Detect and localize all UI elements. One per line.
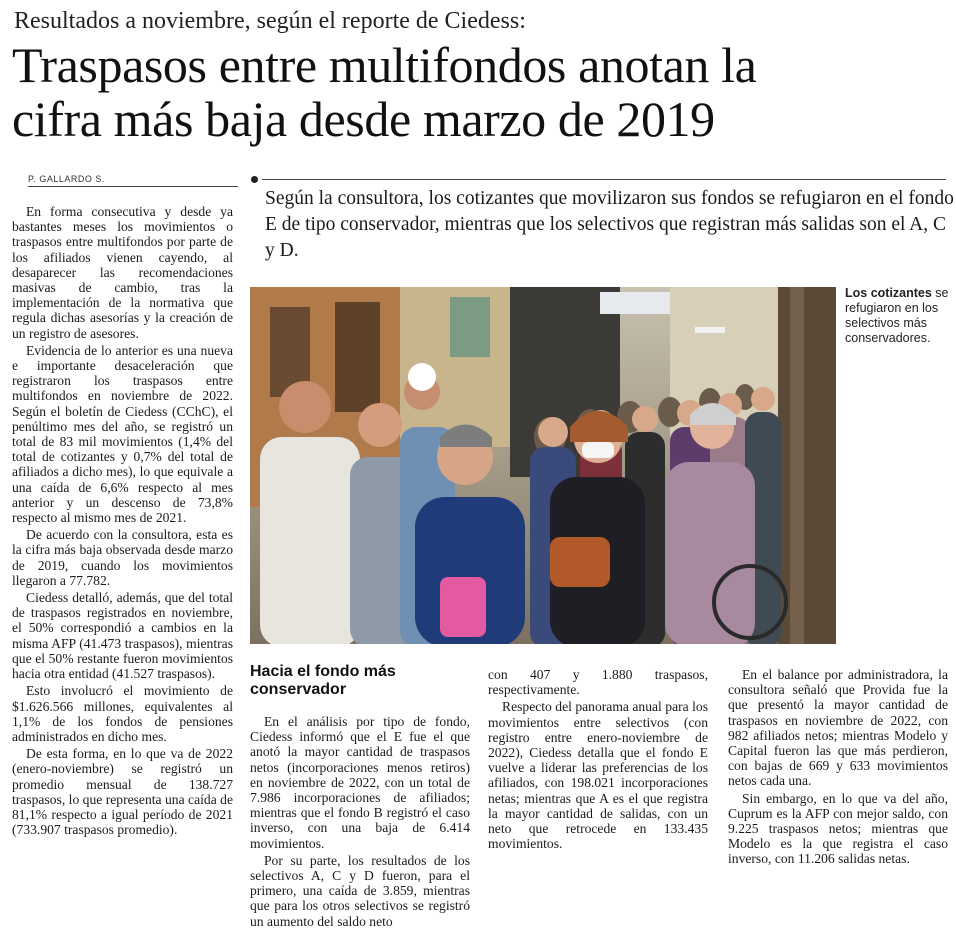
photo-caption xyxy=(845,286,950,346)
paragraph: Sin embargo, en lo que va del año, Cuprum es la AFP con mejor saldo, con 9.225 traspasos netos; mientras que Modelo es la que registra el caso inverso, con 11.206 salidas netas. xyxy=(728,790,948,867)
byline-divider xyxy=(28,186,238,187)
paragraph: En el balance por administradora, la consultora señaló que Provida fue la que presentó la mayor cantidad de traspasos en noviembre de 2022, con 982 afiliados netos; mientras Modelo y Capital fueron las que más perdieron, con bajas de 669 y 633 movimientos netos cada una. xyxy=(728,667,948,789)
article-subhead: Según la consultora, los cotizantes que movilizaron sus fondos se refugiaron en el fondo E de tipo conservador, mientras que los selectivos que registran más salidas son el A, C y D. xyxy=(265,188,954,261)
news-photo xyxy=(250,287,836,644)
paragraph: Por su parte, los resultados de los selectivos A, C y D fueron, para el primero, una caída de 3.859, mientras que para los otros selectivos se registró un aumento del saldo neto xyxy=(250,852,470,929)
body-column-3 xyxy=(488,667,708,853)
body-column-4 xyxy=(728,667,948,869)
section-title: Hacia el fondo más conservador xyxy=(250,663,396,698)
paragraph: De acuerdo con la consultora, esta es la cifra más baja observada desde marzo de 2019, cuando los movimientos llegaron a 77.782. xyxy=(12,527,233,588)
article-kicker: Resultados a noviembre, según el reporte de Ciedess: xyxy=(14,8,526,34)
paragraph: En forma consecutiva y desde ya bastantes meses los movimientos o traspasos entre multifondos por parte de los afiliados vienen cayendo, al desaparecer las recomendaciones masivas de cambio, tras la implementación de la normativa que regula dichas asesorías y la creación de un registro de asesores. xyxy=(12,204,233,341)
paragraph: Esto involucró el movimiento de $1.626.566 millones, equivalentes al 1,1% de los fondos de pensiones administrados en dicho mes. xyxy=(12,683,233,744)
bullet-dot-icon xyxy=(251,176,258,183)
body-column-1 xyxy=(12,204,233,839)
paragraph: En el análisis por tipo de fondo, Ciedess informó que el E fue el que anotó la mayor cantidad de traspasos netos (incorporaciones menos retiros) en noviembre de 2022, con un total de 7.986 incorporaciones de afiliados; mientras que el fondo B registró el caso inverso, con una baja de 6.414 movimientos. xyxy=(250,714,470,851)
caption-bold: Los cotizantes xyxy=(845,286,932,300)
headline-line: cifra más baja desde marzo de 2019 xyxy=(12,91,715,147)
headline-line: Traspasos entre multifondos anotan la xyxy=(12,37,757,93)
paragraph: Ciedess detalló, además, que del total de traspasos registrados en noviembre, el 50% correspondió a cambios en la misma AFP (41.473 traspasos), mientras que el 50% restante fueron movimientos hacia otra entidad (41.527 traspasos). xyxy=(12,590,233,682)
body-column-2 xyxy=(250,714,470,931)
paragraph: De esta forma, en lo que va de 2022 (enero-noviembre) se registró un promedio mensual de 138.727 traspasos, lo que representa una caída de 81,1% respecto a igual período de 2021 (733.907 traspasos promedio). xyxy=(12,746,233,838)
crowd-queue-illustration xyxy=(250,287,836,644)
subhead-divider xyxy=(262,179,946,180)
article-headline xyxy=(12,38,947,146)
paragraph: Evidencia de lo anterior es una nueva e importante desaceleración que registraron los traspasos entre multifondos en noviembre de 2022. Según el boletín de Ciedess (CChC), el penúltimo mes del año, se registró un total de 83 mil movimientos (1,4% del total de cotizantes y 0,7% del total de afiliados a dicho mes), lo que equivale a una caída de 6,6% respecto al mes anterior y un descenso de 73,8% respecto al mismo mes de 2021. xyxy=(12,342,233,526)
paragraph: Respecto del panorama anual para los movimientos entre selectivos (con registro entre enero-noviembre de 2022), Ciedess detalla que el fondo E vuelve a liderar las preferencias de los afiliados, con 198.021 incorporaciones netas; mientras que A es el que registra la mayor cantidad de salidas, con un neto que retrocede en 133.435 movimientos. xyxy=(488,699,708,852)
caption-text: se refugiaron en los selectivos más conservadores. xyxy=(845,286,949,345)
byline: P. GALLARDO S. xyxy=(28,174,105,184)
paragraph: con 407 y 1.880 traspasos, respectivamente. xyxy=(488,667,708,698)
